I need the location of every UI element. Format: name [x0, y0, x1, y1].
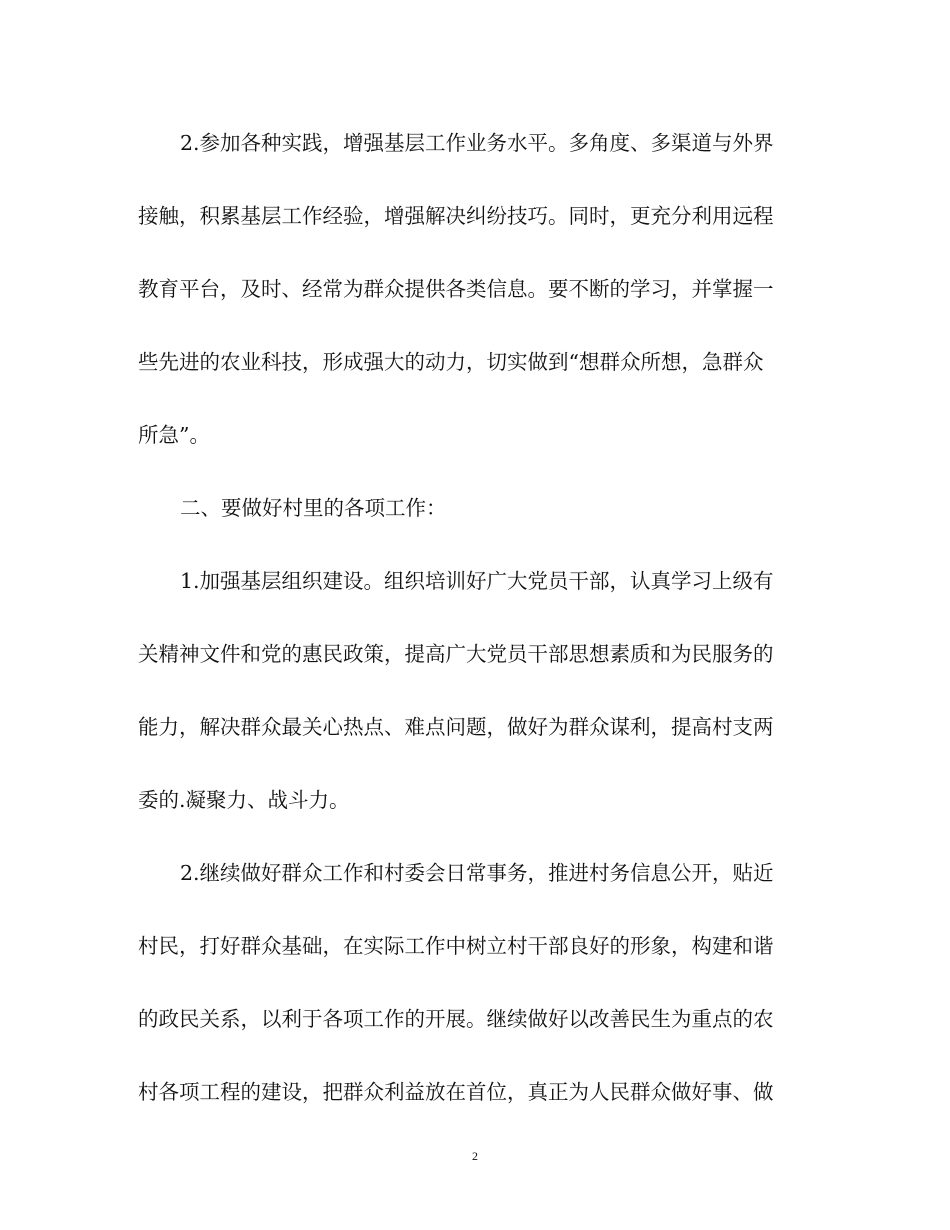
text-line: 教育平台，及时、经常为群众提供各类信息。要不断的学习，并掌握一	[138, 277, 774, 301]
text-line: 2.参加各种实践，增强基层工作业务水平。多角度、多渠道与外界	[180, 131, 774, 155]
text-line: 的政民关系，以利于各项工作的开展。继续做好以改善民生为重点的农	[138, 1007, 774, 1031]
text-line: 能力，解决群众最关心热点、难点问题，做好为群众谋利，提高村支两	[138, 715, 774, 739]
text-line: 委的.凝聚力、战斗力。	[138, 788, 350, 812]
text-line: 2.继续做好群众工作和村委会日常事务，推进村务信息公开，贴近	[180, 861, 774, 885]
text-line: 接触，积累基层工作经验，增强解决纠纷技巧。同时，更充分利用远程	[138, 204, 774, 228]
text-line: 1.加强基层组织建设。组织培训好广大党员干部，认真学习上级有	[180, 569, 774, 593]
text-line: 所急”。	[138, 423, 210, 447]
page-number: 2	[472, 1149, 478, 1163]
text-line: 村各项工程的建设，把群众利益放在首位，真正为人民群众做好事、做	[138, 1080, 774, 1104]
text-line: 关精神文件和党的惠民政策，提高广大党员干部思想素质和为民服务的	[138, 642, 774, 666]
text-line: 些先进的农业科技，形成强大的动力，切实做到“想群众所想，急群众	[138, 350, 764, 374]
text-line: 村民，打好群众基础，在实际工作中树立村干部良好的形象，构建和谐	[138, 934, 774, 958]
section-heading: 二、要做好村里的各项工作：	[180, 496, 447, 520]
